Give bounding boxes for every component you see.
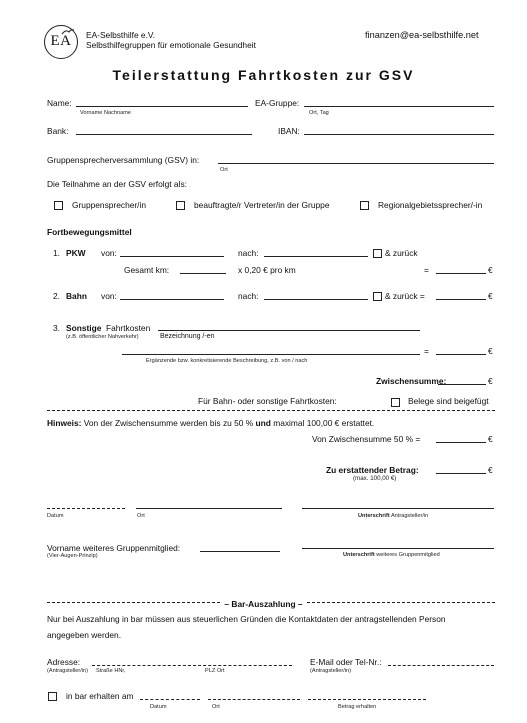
cash-heading-text: – Bar-Auszahlung –: [220, 599, 306, 609]
pkw-euro: €: [488, 265, 493, 275]
signature-hint: [358, 513, 428, 519]
pkw-amount-input[interactable]: [436, 273, 486, 274]
total-km-input[interactable]: [180, 273, 226, 274]
hint-label: Hinweis:: [47, 418, 82, 428]
contact-input[interactable]: [388, 665, 494, 666]
pkw-return-label: & zurück: [385, 248, 418, 258]
gsv-label: Gruppensprecherversammlung (GSV) in:: [47, 155, 200, 165]
other-equals: =: [424, 346, 429, 356]
pkw-label: PKW: [66, 248, 86, 258]
participation-label: Die Teilnahme an der GSV erfolgt als:: [47, 179, 187, 189]
bahn-from-input[interactable]: [120, 299, 224, 300]
transport-heading: Fortbewegungsmittel: [47, 227, 132, 237]
group-input[interactable]: [304, 106, 494, 107]
cash-text-2: angegeben werden.: [47, 630, 122, 640]
bahn-return-label: & zurück =: [385, 291, 425, 301]
name-input[interactable]: [76, 106, 248, 107]
address-hint-1: (Antragsteller/in): [47, 668, 89, 674]
member-signature-input[interactable]: [302, 548, 494, 549]
received-checkbox[interactable]: [48, 692, 57, 701]
role-label-2: beauftragte/r Vertreter/in der Gruppe: [194, 200, 330, 210]
ea-logo: [44, 25, 78, 59]
received-date-hint: Datum: [150, 704, 167, 710]
subtotal-euro: €: [488, 376, 493, 386]
refund-label: Zu erstattender Betrag:: [326, 465, 419, 475]
role-checkbox-3[interactable]: [360, 201, 369, 210]
role-checkbox-1[interactable]: [54, 201, 63, 210]
receipts-label: Belege sind beigefügt: [408, 396, 489, 406]
refund-input[interactable]: [436, 473, 486, 474]
half-label: Von Zwischensumme 50 % =: [312, 434, 421, 444]
total-km-label: Gesamt km:: [124, 265, 170, 275]
received-place-hint: Ort: [212, 704, 220, 710]
group-hint: Ort, Tag: [309, 110, 329, 116]
hint-und: und: [255, 418, 271, 428]
cash-text-1: Nur bei Auszahlung in bar müssen aus steuerlichen Gründen die Kontaktdaten der antragstellenden Person: [47, 614, 446, 624]
org-subtitle: Selbsthilfegruppen für emotionale Gesundheit: [86, 40, 256, 50]
hint-text: [47, 418, 374, 428]
group-label: EA-Gruppe:: [255, 98, 300, 108]
pkw-to-input[interactable]: [264, 256, 368, 257]
bird-icon: [61, 28, 75, 36]
member-signature-hint: [343, 552, 440, 558]
other-label-bold: Sonstige: [66, 323, 102, 333]
bahn-to-input[interactable]: [264, 299, 368, 300]
logo-text: EA: [50, 33, 72, 49]
pkw-from-label: von:: [101, 248, 117, 258]
bank-label: Bank:: [47, 126, 69, 136]
page-title: Teilerstattung Fahrtkosten zur GSV: [112, 67, 415, 83]
pkw-return-checkbox[interactable]: [373, 249, 382, 258]
pkw-from-input[interactable]: [120, 256, 224, 257]
bank-input[interactable]: [76, 134, 252, 135]
signature-input[interactable]: [302, 508, 494, 509]
place-input[interactable]: [136, 508, 282, 509]
contact-hint: (Antragsteller/in): [310, 668, 352, 674]
divider-1: [47, 410, 495, 411]
refund-euro: €: [488, 465, 493, 475]
subtotal-input[interactable]: [438, 384, 486, 385]
role-checkbox-2[interactable]: [176, 201, 185, 210]
pkw-to-label: nach:: [238, 248, 259, 258]
iban-input[interactable]: [304, 134, 494, 135]
received-signature-hint: Betrag erhalten: [338, 704, 377, 710]
signature-hint-bold: Unterschrift: [358, 513, 390, 519]
member-hint: (Vier-Augen-Prinzip): [47, 553, 98, 559]
received-place-input[interactable]: [208, 699, 300, 700]
half-euro: €: [488, 434, 493, 444]
member-signature-bold: Unterschrift: [343, 552, 375, 558]
gsv-input[interactable]: [218, 163, 494, 164]
contact-label: E-Mail oder Tel-Nr.:: [310, 657, 382, 667]
received-signature-input[interactable]: [308, 699, 426, 700]
other-amount-input[interactable]: [436, 354, 486, 355]
place-hint: Ort: [137, 513, 145, 519]
member-label: Vorname weiteres Gruppenmitglied:: [47, 543, 181, 553]
pkw-number: 1.: [53, 248, 60, 258]
address-hint-3: PLZ Ort: [205, 668, 225, 674]
refund-max: (max. 100,00 €): [353, 475, 397, 482]
bahn-amount-input[interactable]: [436, 299, 486, 300]
date-input[interactable]: [47, 508, 125, 509]
received-date-input[interactable]: [140, 699, 200, 700]
hint-part-a: Von der Zwischensumme werden bis zu 50 %: [83, 418, 254, 428]
bahn-number: 2.: [53, 291, 60, 301]
receipts-checkbox[interactable]: [391, 398, 400, 407]
receipts-note: Für Bahn- oder sonstige Fahrtkosten:: [198, 396, 337, 406]
cash-heading: [0, 599, 527, 609]
name-hint: Vorname Nachname: [80, 110, 131, 116]
role-label-3: Regionalgebietssprecher/-in: [378, 200, 483, 210]
iban-label: IBAN:: [278, 126, 300, 136]
member-signature-rest: weiteres Gruppenmitglied: [376, 552, 440, 558]
km-rate: x 0,20 € pro km: [238, 265, 296, 275]
other-example: (z.B. öffentlicher Nahverkehr): [66, 334, 139, 340]
pkw-equals: =: [424, 265, 429, 275]
other-desc-hint: Bezeichnung /-en: [160, 333, 215, 340]
contact-email: finanzen@ea-selbsthilfe.net: [365, 30, 479, 40]
bahn-euro: €: [488, 291, 493, 301]
role-label-1: Gruppensprecher/in: [72, 200, 147, 210]
other-desc2-input[interactable]: [122, 354, 420, 355]
half-input[interactable]: [436, 442, 486, 443]
address-hint-2: Straße HNr,: [96, 668, 126, 674]
bahn-return-checkbox[interactable]: [373, 292, 382, 301]
gsv-hint: Ort: [220, 167, 228, 173]
other-number: 3.: [53, 323, 60, 333]
other-desc-input[interactable]: [158, 330, 420, 331]
other-desc2-hint: Ergänzende bzw. konkretisierende Beschreibung, z.B. von / nach: [146, 358, 308, 364]
other-label: Fahrtkosten: [106, 323, 151, 333]
member-input[interactable]: [200, 551, 280, 552]
subtotal-label: Zwischensumme:: [376, 376, 447, 386]
bahn-to-label: nach:: [238, 291, 259, 301]
bahn-label: Bahn: [66, 291, 87, 301]
signature-hint-rest: Antragsteller/in: [390, 513, 429, 519]
address-input[interactable]: [92, 665, 292, 666]
received-label: in bar erhalten am: [66, 691, 134, 701]
bahn-from-label: von:: [101, 291, 117, 301]
other-euro: €: [488, 346, 493, 356]
address-label: Adresse:: [47, 657, 81, 667]
date-hint: Datum: [47, 513, 64, 519]
org-name: EA-Selbsthilfe e.V.: [86, 30, 156, 40]
name-label: Name:: [47, 98, 72, 108]
hint-part-b: maximal 100,00 € erstattet.: [273, 418, 375, 428]
